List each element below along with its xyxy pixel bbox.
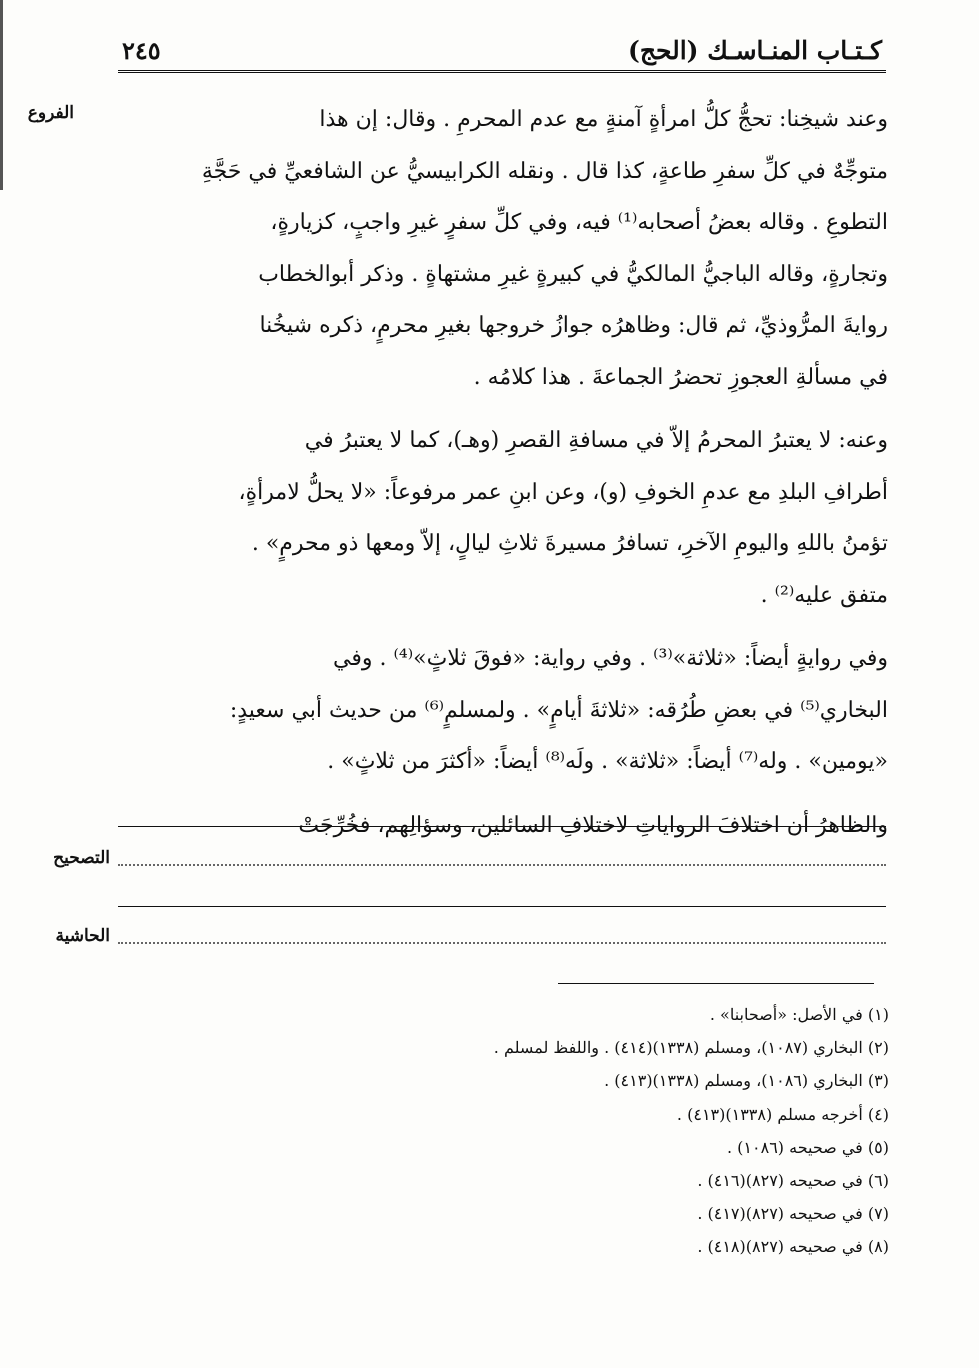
text-line: روايةَ المرُّوذيِّ، ثم قال: وظاهرُه جوازُ خروجها بغيرِ محرمٍ، ذكره شيخُنا (259, 313, 888, 338)
footnote-divider (558, 983, 874, 984)
footnote: (٧) في صحيحه (٨٢٧)(٤١٧) . (697, 1204, 889, 1224)
correction-label: التصحيح (53, 848, 110, 868)
running-header (118, 36, 886, 73)
footnote: (٥) في صحيحه (١٠٨٦) . (726, 1137, 889, 1157)
text-line: وعند شيخِنا: تحجُّ كلُّ امرأةٍ آمنةٍ مع عدم المحرمِ . وقال: إن هذا (319, 107, 888, 132)
footnote: (٣) البخاري (١٠٨٦)، ومسلم (١٣٣٨)(٤١٣) . (604, 1071, 889, 1091)
text-line: تؤمنُ باللهِ واليومِ الآخرِ، تسافرُ مسيرةَ ثلاثِ ليالٍ، إلاّ ومعها ذو محرمٍ» . (251, 531, 888, 556)
footnotes (269, 998, 889, 1264)
text-line: متوجِّهٌ في كلِّ سفرِ طاعةٍ، كذا قال . ونقله الكرابيسيُّ عن الشافعيِّ في حَجَّةِ (201, 158, 888, 184)
footnote: (١) في الأصل: «أصحابنا» . (709, 1005, 889, 1024)
text-line: «يومين» . وله⁽⁷⁾ أيضاً: «ثلاثة» . ولَه⁽⁸⁾ أيضاً: «أكثرَ من ثلاثٍ» . (327, 749, 888, 774)
scan-edge-mark (0, 0, 3, 190)
footnote: (٨) في صحيحه (٨٢٧)(٤١٨) . (697, 1237, 889, 1257)
paragraph (118, 633, 888, 788)
divider (118, 906, 886, 907)
text-line: في مسألةِ العجوزِ تحضرُ الجماعةَ . هذا كلامُه . (473, 364, 888, 390)
footnote: (٢) البخاري (١٠٨٧)، ومسلم (١٣٣٨)(٤١٤) . واللفظ لمسلم . (493, 1038, 889, 1058)
gloss-label: الحاشية (55, 926, 110, 946)
footnote: (٤) أخرجه مسلم (١٣٣٨)(٤١٣) . (676, 1104, 889, 1124)
text-line: وتجارةٍ، وقاله الباجيُّ المالكيُّ في كبيرةٍ غيرِ مشتهاةٍ . وذكر أبوالخطاب (258, 261, 888, 287)
text-line: أطرافِ البلدِ مع عدمِ الخوفِ (و)، وعن ابنِ عمر مرفوعاً: «لا يحلُّ لامرأةٍ، (238, 479, 888, 505)
dotted-line (118, 942, 886, 944)
text-line: وعنه: لا يعتبرُ المحرمُ إلاّ في مسافةِ القصرِ (وهـ)، كما لا يعتبرُ في (304, 428, 888, 453)
text-line: وفي روايةٍ أيضاً: «ثلاثة»⁽³⁾ . وفي رواية: «فوقَ ثلاثٍ»⁽⁴⁾ . وفي (333, 646, 888, 671)
page-number: ٢٤٥ (122, 36, 161, 65)
book-title: كـتـاب المنـاسـك (الحج) (628, 36, 882, 65)
divider (118, 826, 886, 827)
margin-note: الفروع (27, 103, 74, 123)
text-line: متفق عليه⁽²⁾ . (760, 582, 888, 608)
text-line: التطوعِ . وقاله بعضُ أصحابه⁽¹⁾ فيه، وفي كلِّ سفرٍ غيرِ واجبٍ، كزيارةٍ، (270, 210, 888, 235)
dotted-line (118, 864, 886, 866)
paragraph (118, 415, 888, 621)
footnote: (٦) في صحيحه (٨٢٧)(٤١٦) . (697, 1170, 889, 1190)
text-line: البخاري⁽⁵⁾ في بعضِ طُرُقه: «ثلاثةَ أيامٍ» . ولمسلمٍ⁽⁶⁾ من حديث أبي سعيدٍ: (229, 697, 888, 723)
text-line: والظاهرُ أن اختلافَ الرواياتِ لاختلافِ السائلين، وسؤالِهم، فخُرِّجَتْ (298, 812, 888, 838)
paragraph (118, 94, 888, 403)
main-text (118, 94, 888, 851)
